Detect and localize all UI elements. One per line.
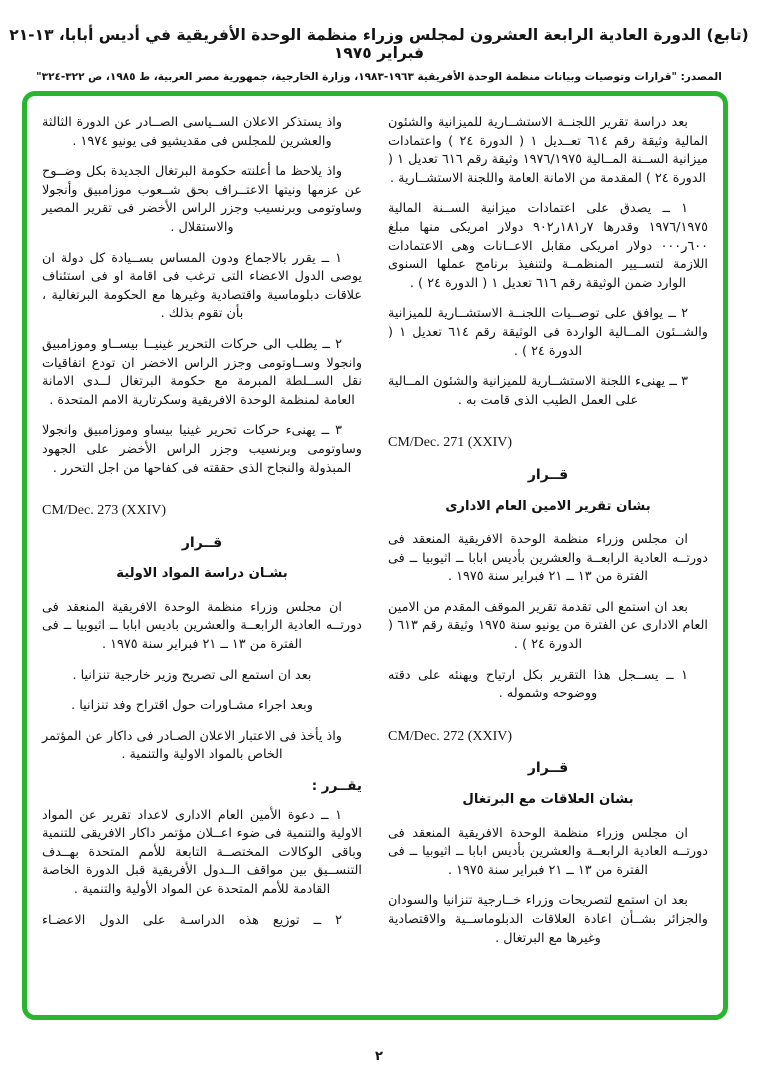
page-number: ٢ [375,1049,383,1064]
paragraph: ان مجلس وزراء منظمة الوحدة الافريقية المنعقد فى دورتــه العادية الرابعــة والعشرين باديس ابابا ــ اثيوبيا ــ فى الفترة من ١٣ ــ ٢١ فبراير سنة ١٩٧٥ . [42,599,362,653]
paragraph: ٢ ــ توزيع هذه الدراسـة على الدول الاعضـاء [42,912,342,928]
paragraph: واذ يستذكر الاعلان الســياسى الصــادر عن الدورة الثالثة والعشرين للمجلس فى مقديشيو فى يونيو ١٩٧٤ . [42,115,342,149]
paragraph: ٢ ــ يطلب الى حركات التحرير غينيــا بيســاو وموزامبيق وانجولا وســاوتومى وجزر الراس الاخضر ان تودع اتفاقيات نقل الســلطة المبرمة مع حكومة البرتغال لــدى الامانة العامة لمنظمة الوحدة الافريقية وسكرتارية الامم المتحدة . [42,336,362,408]
decision-reference: CM/Dec. 273 (XXIV) [42,503,167,519]
paragraph: ٣ ــ يهنىء اللجنة الاستشــارية للميزانية والشئون المــالية على العمل الطيب الذى قامت به . [388,374,688,408]
paragraph: بعد ان استمع الى تصريح وزير خارجية تنزانيا . [72,667,312,683]
paragraph: ان مجلس وزراء منظمة الوحدة الافريقية المنعقد فى دورتــه العادية الرابعــة والعشرين بأديس ابابا ــ اثيوبيا ــ فى الفترة من ١٣ ــ ٢١ فبراير سنة ١٩٧٥ . [388,532,708,585]
paragraph: ١ ــ يقرر بالاجماع ودون المساس بســيادة كل دولة ان يوصى الدول الاعضاء التى ترغب فى اقامة او فى استئناف علاقات دبلوماسية واقتصادية وغيرها مع الحكومة البرتغالية ، بأن تقوم بذلك . [42,250,362,322]
paragraph: بعد ان استمع لتصريحات وزراء خــارجية تنزانيا والسودان والجزائر بشــأن اعادة العلاقات الدبلوماســية والاقتصادية وغيرها مع البرتغال . [388,893,708,946]
paragraph: ان مجلس وزراء منظمة الوحدة الافريقية المنعقد فى دورتــه العادية الرابعــة والعشرين بأديس ابابا ــ اثيوبيا ــ فى الفترة من ١٣ ــ ٢١ فبراير سنة ١٩٧٥ . [388,825,708,878]
decision-subject: بشـان دراسة المواد الاولية [116,566,288,582]
decree-label: يقــرر : [311,778,362,795]
right-column [388,114,708,1015]
paragraph: واذ يأخذ فى الاعتبار الاعلان الصـادر فى داكار عن المؤتمر الخاص بالمواد الاولية والتنمية . [42,728,342,763]
paragraph: واذ يلاحظ ما أعلنته حكومة البرتغال الجديدة بكل وضــوح عن عزمها ونيتها الاعتــراف بحق شــعوب موزامبيق وأنجولا وساوتومى وبرنسيب وجزر الراس الأخضر فى تقرير المصير والاستقلال . [42,164,362,235]
session-title: (تابع) الدورة العادية الرابعة العشرون لمجلس وزراء منظمة الوحدة الأفريقية في أديس أبابا، ١٣-٢١ فبراير ١٩٧٥ [9,26,749,62]
document-frame [22,91,728,1020]
paragraph: ١ ــ يســجل هذا التقرير بكل ارتياح ويهنئه على دقته ووضوحه وشموله . [388,667,688,702]
left-column [42,114,362,1015]
decision-subject: بشان العلاقات مع البرتغال [462,792,634,808]
paragraph: وبعد اجراء مشـاورات حول اقتراح وفد تنزانيا . [71,698,313,714]
two-column-layout [27,96,723,1015]
document-header [0,0,758,83]
decision-title: قــرار [527,760,569,777]
paragraph: بعد دراسة تقرير اللجنــة الاستشــارية للميزانية والشئون المالية وثيقة رقم ٦١٤ تعــديل ١ ( الدورة ٢٤ ) واعتمادات ميزانية الســنة المــالية ١٩٧٦/١٩٧٥ وثيقة رقم ٦١٦ تعديل ١ ( الدورة ٢٤ ) المقدمة من الامانة العامة واللجنة الاستشــارية . [388,115,709,186]
paragraph: بعد ان استمع الى تقدمة تقرير الموقف المقدم من الامين العام الادارى عن الفترة من يونيو سنة ١٩٧٥ وثيقة رقم ٦١٣ ( الدورة ٢٤ ) . [388,599,708,653]
decision-title: قــرار [181,534,223,551]
decision-reference: CM/Dec. 272 (XXIV) [388,728,513,744]
source-citation: المصدر: "قرارات وتوصيات وبيانات منظمة الوحدة الأفريقية ١٩٦٣-١٩٨٣، وزارة الخارجية، جمهورية مصر العربية، ط ١٩٨٥، ص ٣٢٢-٣٢٤" [36,71,722,83]
decision-reference: CM/Dec. 271 (XXIV) [388,435,513,451]
decision-title: قــرار [527,466,569,483]
decision-subject: بشان تقرير الامين العام الادارى [445,498,651,514]
paragraph: ٣ ــ يهنىء حركات تحرير غينيا بيساو وموزامبيق وانجولا وساوتومى وبرنسيب وجزر الراس الأخضر على الجهود المبذولة والنجاح الذى حققته فى كفاحها من اجل التحرر . [42,423,362,476]
paragraph: ١ ــ دعوة الأمين العام الادارى لاعداد تقرير عن المواد الاولية والتنمية فى ضوء اعــلان مؤتمر داكار الافريقى للتنمية وباقى الوكالات المختصــة التابعة للأمم المتحدة بهــدف التنســيق بين مواقف الــدول الأفريقية قبل الدورة الخاصة القادمة للأمم المتحدة عن المواد الأولية والتنمية . [42,807,362,897]
paragraph: ٢ ــ يوافق على توصــيات اللجنــة الاستشــارية للميزانية والشــئون المــالية الواردة فى الوثيقة رقم ٦١٤ تعديل ١ ( الدورة ٢٤ ) . [388,306,708,359]
paragraph: ١ ــ يصدق على اعتمادات ميزانية الســنة المالية ١٩٧٦/١٩٧٥ وقدرها ٧ر١٨١ر٩٠٢ دولار امريكى منها مبلغ ٦٠٠ر٠٠٠ دولار امريكى مقابل الاعــانات وهى الاعتمادات اللازمة لتســيير المنظمــة ولتنفيذ برنامج عملها السنوى الوارد ضمن الوثيقة رقم ٦١٦ تعديل ١ ( الدورة ٢٤ ) . [388,201,708,291]
